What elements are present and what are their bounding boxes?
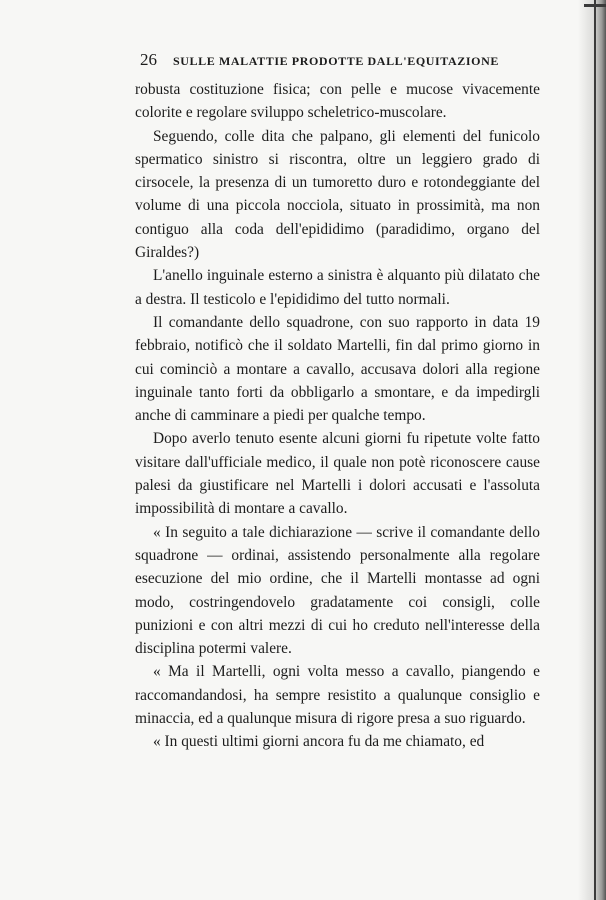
paragraph: L'anello inguinale esterno a sinistra è alquanto più dilatato che a destra. Il testicolo e l'epididimo del tutto normali. xyxy=(135,267,540,308)
paragraph: Dopo averlo tenuto esente alcuni giorni fu ripetute volte fatto visitare dall'ufficiale medico, il quale non potè riconoscere cause palesi da giustificare nel Martelli i dolori accusati e l'assoluta impossibilità di montare a cavallo. xyxy=(135,430,540,518)
running-header xyxy=(140,50,540,70)
book-edge-line xyxy=(594,0,596,900)
paragraph: Il comandante dello squadrone, con suo rapporto in data 19 febbraio, notificò che il soldato Martelli, fin dal primo giorno in cui cominciò a montare a cavallo, accusava dolori alla regione inguinale tanto forti da obbligarlo a smontare, e da impedirgli anche di camminare a piedi per qualche tempo. xyxy=(135,313,540,425)
page-edge-shadow xyxy=(578,0,606,900)
book-edge-mark xyxy=(584,4,606,7)
page-body xyxy=(135,78,540,754)
paragraph: « In seguito a tale dichiarazione — scrive il comandante dello squadrone — ordinai, assistendo personalmente alla regolare esecuzione del mio ordine, che il Martelli montasse ad ogni modo, costringendovelo gradatamente coi consigli, colle punizioni e con altri mezzi di cui ho creduto nell'interesse della disciplina potermi valere. xyxy=(135,523,540,658)
paragraph: « In questi ultimi giorni ancora fu da me chiamato, ed xyxy=(153,733,485,751)
paragraph: « Ma il Martelli, ogni volta messo a cavallo, piangendo e raccomandandosi, ha sempre resistito a qualunque consiglio e minaccia, ed a qualunque misura di rigore presa a suo riguardo. xyxy=(135,663,540,728)
paragraph: Seguendo, colle dita che palpano, gli elementi del funicolo spermatico sinistro si riscontra, oltre un leggiero grado di cirsocele, la presenza di un tumoretto duro e rotondeggiante del volume di una piccola nocciola, situato in prossimità, ma non contiguo alla coda dell'epididimo (paradidimo, organo del Giraldes?) xyxy=(135,127,540,262)
paragraph: robusta costituzione fisica; con pelle e mucose vivacemente colorite e regolare sviluppo scheletrico-muscolare. xyxy=(135,81,540,122)
page-number: 26 xyxy=(140,50,157,69)
running-title: SULLE MALATTIE PRODOTTE DALL'EQUITAZIONE xyxy=(173,54,499,68)
